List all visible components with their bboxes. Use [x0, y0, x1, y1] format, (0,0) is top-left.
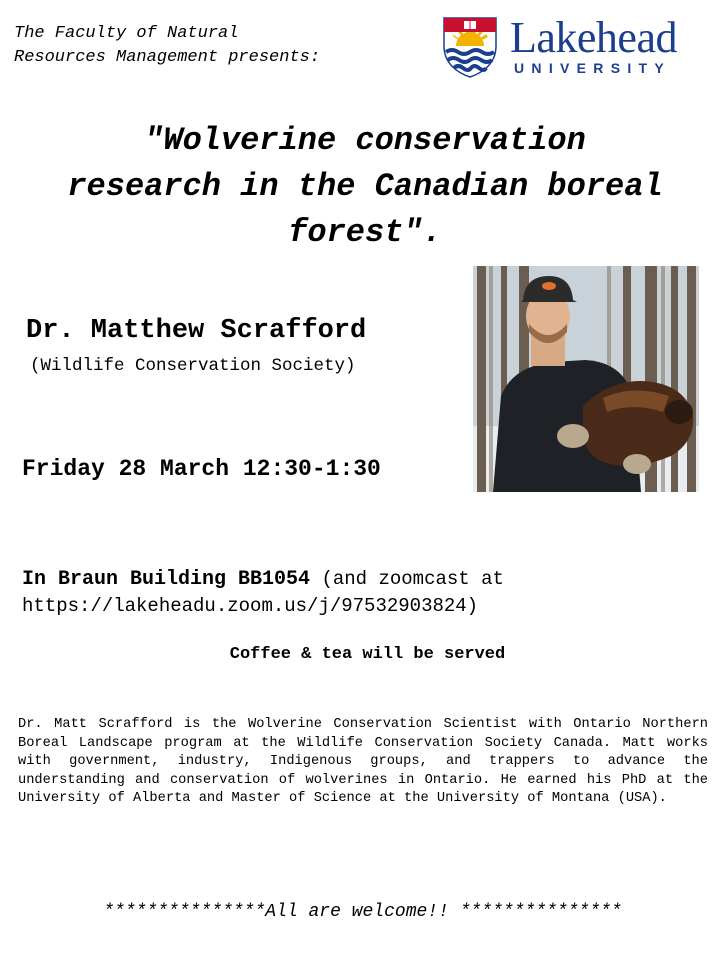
talk-title-line-1: "Wolverine conservation [144, 122, 586, 159]
zoom-link: https://lakeheadu.zoom.us/j/97532903824) [22, 595, 479, 617]
speaker-bio: Dr. Matt Scrafford is the Wolverine Conservation Scientist with Ontario Northern Boreal Landscape program at the Wildlife Conservation Society Canada. Matt works with government, industry, Indigenous groups, and trappers to advance the understanding and conservation of wolverines in Ontario. He earned his PhD at the University of Alberta and Master of Science at the University of Montana (USA). [18, 717, 708, 806]
logo-subtitle: UNIVERSITY [514, 60, 672, 76]
speaker-photo [473, 266, 699, 492]
speaker-affiliation: (Wildlife Conservation Society) [30, 356, 356, 376]
talk-title-line-3: forest". [288, 214, 442, 251]
location-zoomcast-intro: (and zoomcast at [310, 568, 504, 590]
shield-icon [442, 16, 498, 78]
lakehead-logo [442, 13, 712, 80]
talk-title-line-2: research in the Canadian boreal [67, 168, 663, 205]
welcome-note: ***************All are welcome!! *************** [103, 902, 622, 922]
presenter-text [14, 22, 414, 70]
presenter-line-2: Resources Management presents: [14, 48, 321, 67]
logo-name: Lakehead [510, 13, 677, 62]
refreshments-note: Coffee & tea will be served [229, 645, 506, 664]
speaker-name: Dr. Matthew Scrafford [26, 316, 367, 346]
event-location [22, 566, 712, 619]
location-building: In Braun Building BB1054 [22, 568, 311, 591]
talk-title [10, 118, 720, 256]
event-datetime: Friday 28 March 12:30-1:30 [22, 456, 381, 482]
presenter-line-1: The Faculty of Natural [14, 24, 239, 43]
